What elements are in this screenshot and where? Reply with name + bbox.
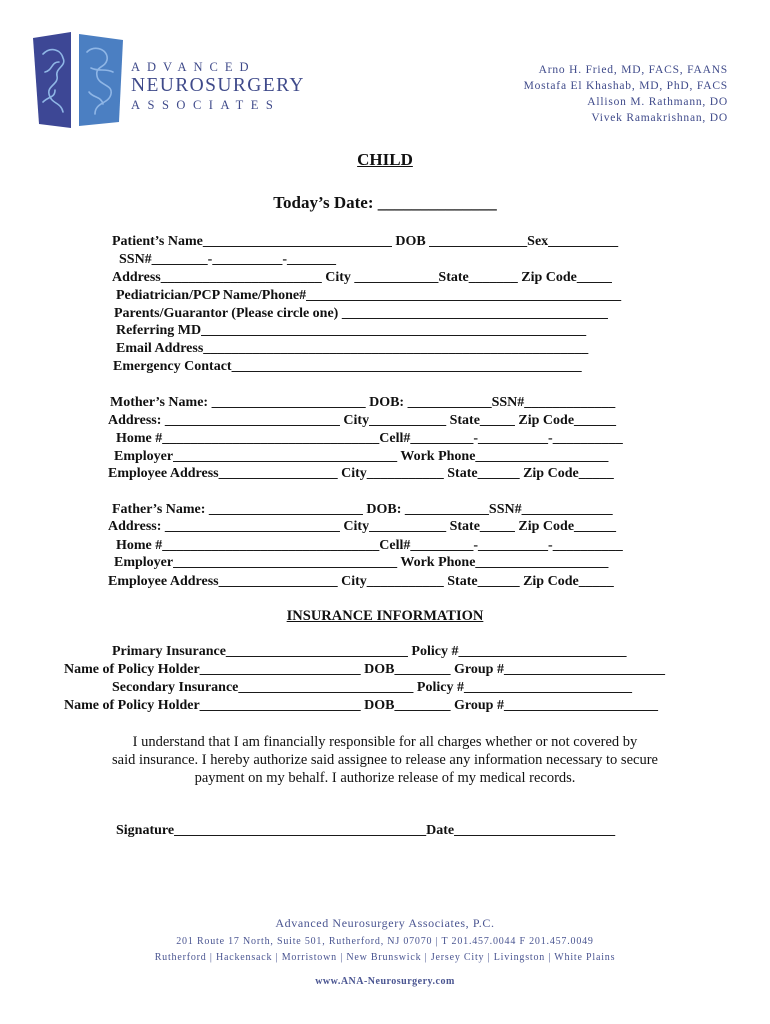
father-employee-address-field[interactable]: Employee Address_________________ City___________ State______ Zip Code_____ (108, 574, 614, 589)
footer-locations: Rutherford | Hackensack | Morristown | New Brunswick | Jersey City | Livingston | White Plains (154, 952, 616, 963)
patient-name-dob-sex-field[interactable]: Patient’s Name___________________________ DOB ______________Sex__________ (112, 234, 619, 249)
insurance-heading: INSURANCE INFORMATION (286, 608, 484, 624)
emergency-contact-field[interactable]: Emergency Contact__________________________________________________ (113, 359, 582, 374)
footer-website[interactable]: www.ANA-Neurosurgery.com (315, 976, 455, 987)
footer-address: 201 Route 17 North, Suite 501, Rutherford, NJ 07070 | T 201.457.0044 F 201.457.0049 (176, 936, 594, 947)
brand-line-associates: ASSOCIATES (131, 98, 281, 112)
father-phone-field[interactable]: Home #_______________________________Cell#_________-__________-__________ (116, 538, 623, 553)
mother-phone-field[interactable]: Home #_______________________________Cell#_________-__________-__________ (116, 431, 623, 446)
father-employer-field[interactable]: Employer________________________________ Work Phone___________________ (114, 555, 609, 570)
mother-name-dob-ssn-field[interactable]: Mother’s Name: ______________________ DOB: ____________SSN#_____________ (110, 395, 616, 410)
email-address-field[interactable]: Email Address_______________________________________________________ (116, 341, 589, 356)
brand-line-neurosurgery: NEUROSURGERY (131, 75, 305, 96)
mother-employee-address-field[interactable]: Employee Address_________________ City___________ State______ Zip Code_____ (108, 466, 614, 481)
patient-address-field[interactable]: Address_______________________ City ____________State_______ Zip Code_____ (112, 270, 612, 285)
father-name-dob-ssn-field[interactable]: Father’s Name: ______________________ DOB: ____________SSN#_____________ (112, 502, 613, 517)
statement-line: payment on my behalf. I authorize release of my medical records. (194, 770, 576, 786)
doctor-name: Mostafa El Khashab, MD, PhD, FACS (523, 80, 728, 92)
primary-insurance-field[interactable]: Primary Insurance__________________________ Policy #________________________ (112, 644, 627, 659)
secondary-insurance-field[interactable]: Secondary Insurance_________________________ Policy #________________________ (112, 680, 632, 695)
father-address-field[interactable]: Address: _________________________ City___________ State_____ Zip Code______ (108, 519, 617, 534)
mother-employer-field[interactable]: Employer________________________________ Work Phone___________________ (114, 449, 609, 464)
signature-date-field[interactable]: Signature____________________________________Date_______________________ (116, 823, 616, 838)
todays-date-field[interactable]: Today’s Date: ______________ (273, 193, 497, 212)
brand-name (131, 60, 305, 112)
form-title: CHILD (357, 150, 413, 169)
financial-responsibility-statement (95, 733, 675, 787)
patient-ssn-field[interactable]: SSN#________-__________-_______ (119, 252, 337, 267)
primary-policy-holder-field[interactable]: Name of Policy Holder_______________________ DOB________ Group #_______________________ (64, 662, 665, 677)
statement-line: said insurance. I hereby authorize said assignee to release any information necessary to secure (112, 752, 658, 768)
doctor-name: Vivek Ramakrishnan, DO (591, 112, 728, 124)
doctor-list (524, 62, 728, 126)
statement-line: I understand that I am financially responsible for all charges whether or not covered by (132, 734, 638, 750)
referring-md-field[interactable]: Referring MD_______________________________________________________ (116, 323, 587, 338)
brain-logo-icon (33, 32, 125, 128)
doctor-name: Arno H. Fried, MD, FACS, FAANS (538, 64, 728, 76)
parents-guarantor-field[interactable]: Parents/Guarantor (Please circle one) ______________________________________ (114, 306, 608, 321)
brand-line-advanced: ADVANCED (131, 60, 256, 74)
footer-company: Advanced Neurosurgery Associates, P.C. (275, 916, 495, 930)
mother-address-field[interactable]: Address: _________________________ City___________ State_____ Zip Code______ (108, 413, 617, 428)
doctor-name: Allison M. Rathmann, DO (587, 96, 728, 108)
secondary-policy-holder-field[interactable]: Name of Policy Holder_______________________ DOB________ Group #______________________ (64, 698, 658, 713)
pediatrician-field[interactable]: Pediatrician/PCP Name/Phone#_____________________________________________ (116, 288, 622, 303)
